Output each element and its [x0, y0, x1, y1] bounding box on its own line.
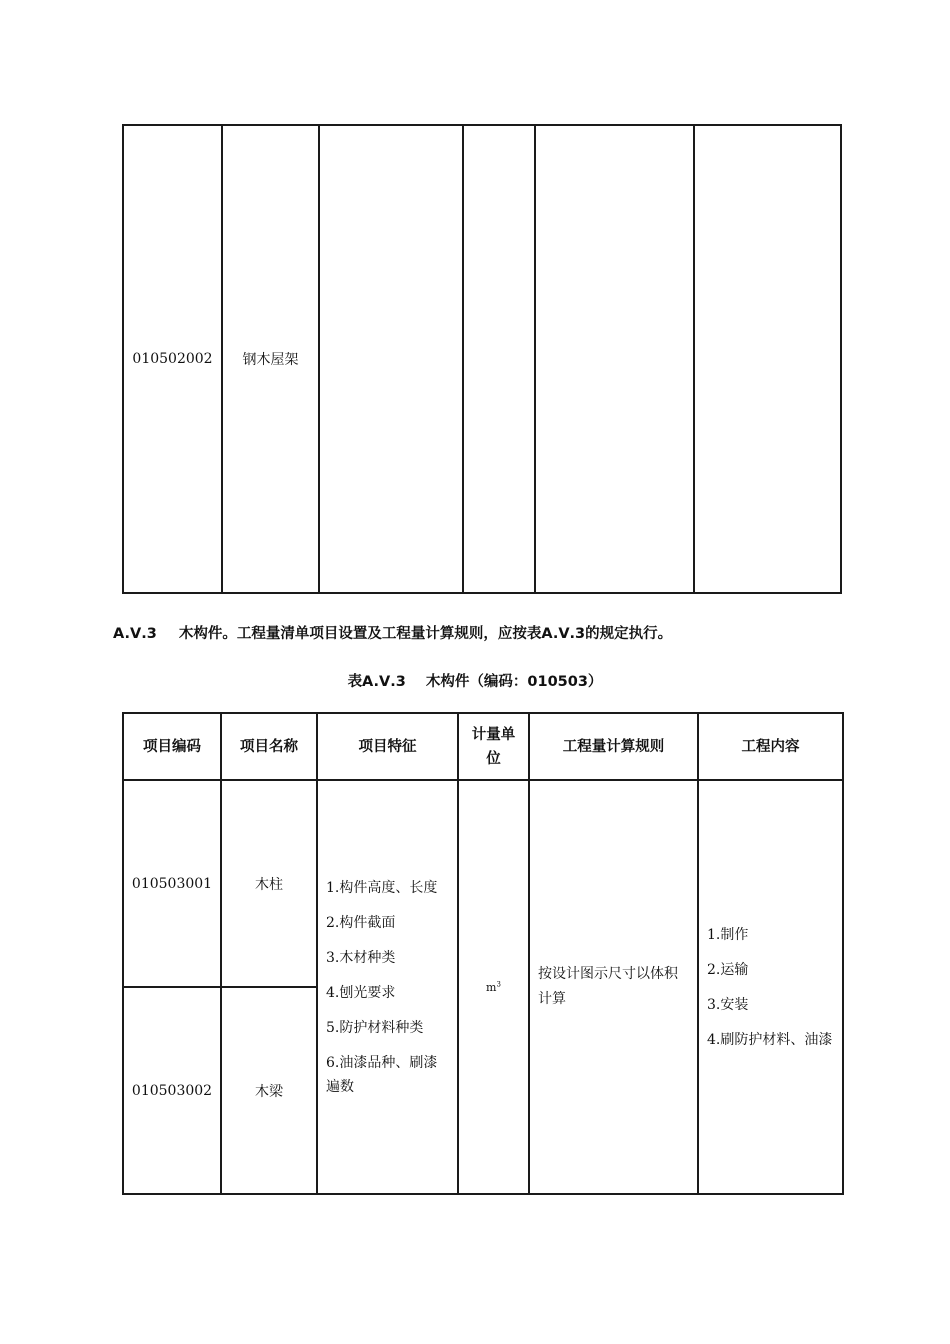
item-content-cell — [698, 780, 843, 1194]
item-name-cell: 钢木屋架 — [222, 125, 319, 593]
unit-value: $m^3$ — [486, 980, 501, 994]
header-unit-line1: 计量单 — [471, 726, 516, 743]
table-row — [123, 780, 843, 987]
header-rule: 工程量计算规则 — [529, 713, 698, 780]
header-unit — [458, 713, 529, 780]
feature-item: 2.构件截面 — [326, 914, 396, 931]
header-unit-line2: 位 — [486, 750, 501, 767]
item-name-cell: 木柱 — [221, 780, 317, 987]
item-name-cell: 木梁 — [221, 987, 317, 1194]
feature-item: 3.木材种类 — [326, 949, 396, 966]
item-content-cell — [694, 125, 841, 593]
continued-table — [122, 124, 842, 594]
item-code-cell: 010502002 — [123, 125, 222, 593]
feature-item: 5.防护材料种类 — [326, 1019, 424, 1036]
item-unit-cell — [463, 125, 535, 593]
feature-item: 1.构件高度、长度 — [326, 879, 438, 896]
feature-item: 6.油漆品种、刷漆遍数 — [326, 1054, 438, 1095]
item-rule-cell — [535, 125, 694, 593]
section-paragraph — [113, 622, 672, 643]
item-features-cell — [317, 780, 458, 1194]
caption-text: 木构件（编码：010503） — [425, 674, 603, 690]
feature-item: 4.刨光要求 — [326, 984, 396, 1001]
content-item: 3.安装 — [707, 996, 749, 1013]
item-rule-cell: 按设计图示尺寸以体积计算 — [529, 780, 698, 1194]
table-caption — [0, 670, 950, 691]
table-row — [123, 125, 841, 593]
header-name: 项目名称 — [221, 713, 317, 780]
section-number: A.Ⅴ.3 — [113, 626, 157, 642]
item-unit-cell — [458, 780, 529, 1194]
header-content: 工程内容 — [698, 713, 843, 780]
content-item: 1.制作 — [707, 926, 749, 943]
item-code-cell: 010503001 — [123, 780, 221, 987]
header-features: 项目特征 — [317, 713, 458, 780]
item-features-cell — [319, 125, 463, 593]
section-text: 木构件。工程量清单项目设置及工程量计算规则，应按表A.Ⅴ.3的规定执行。 — [178, 626, 673, 642]
content-item: 2.运输 — [707, 961, 749, 978]
content-item: 4.刷防护材料、油漆 — [707, 1031, 833, 1048]
item-code-cell: 010503002 — [123, 987, 221, 1194]
wood-members-table — [122, 712, 844, 1195]
header-code: 项目编码 — [123, 713, 221, 780]
caption-label: 表A.Ⅴ.3 — [347, 674, 406, 690]
table-header-row — [123, 713, 843, 780]
